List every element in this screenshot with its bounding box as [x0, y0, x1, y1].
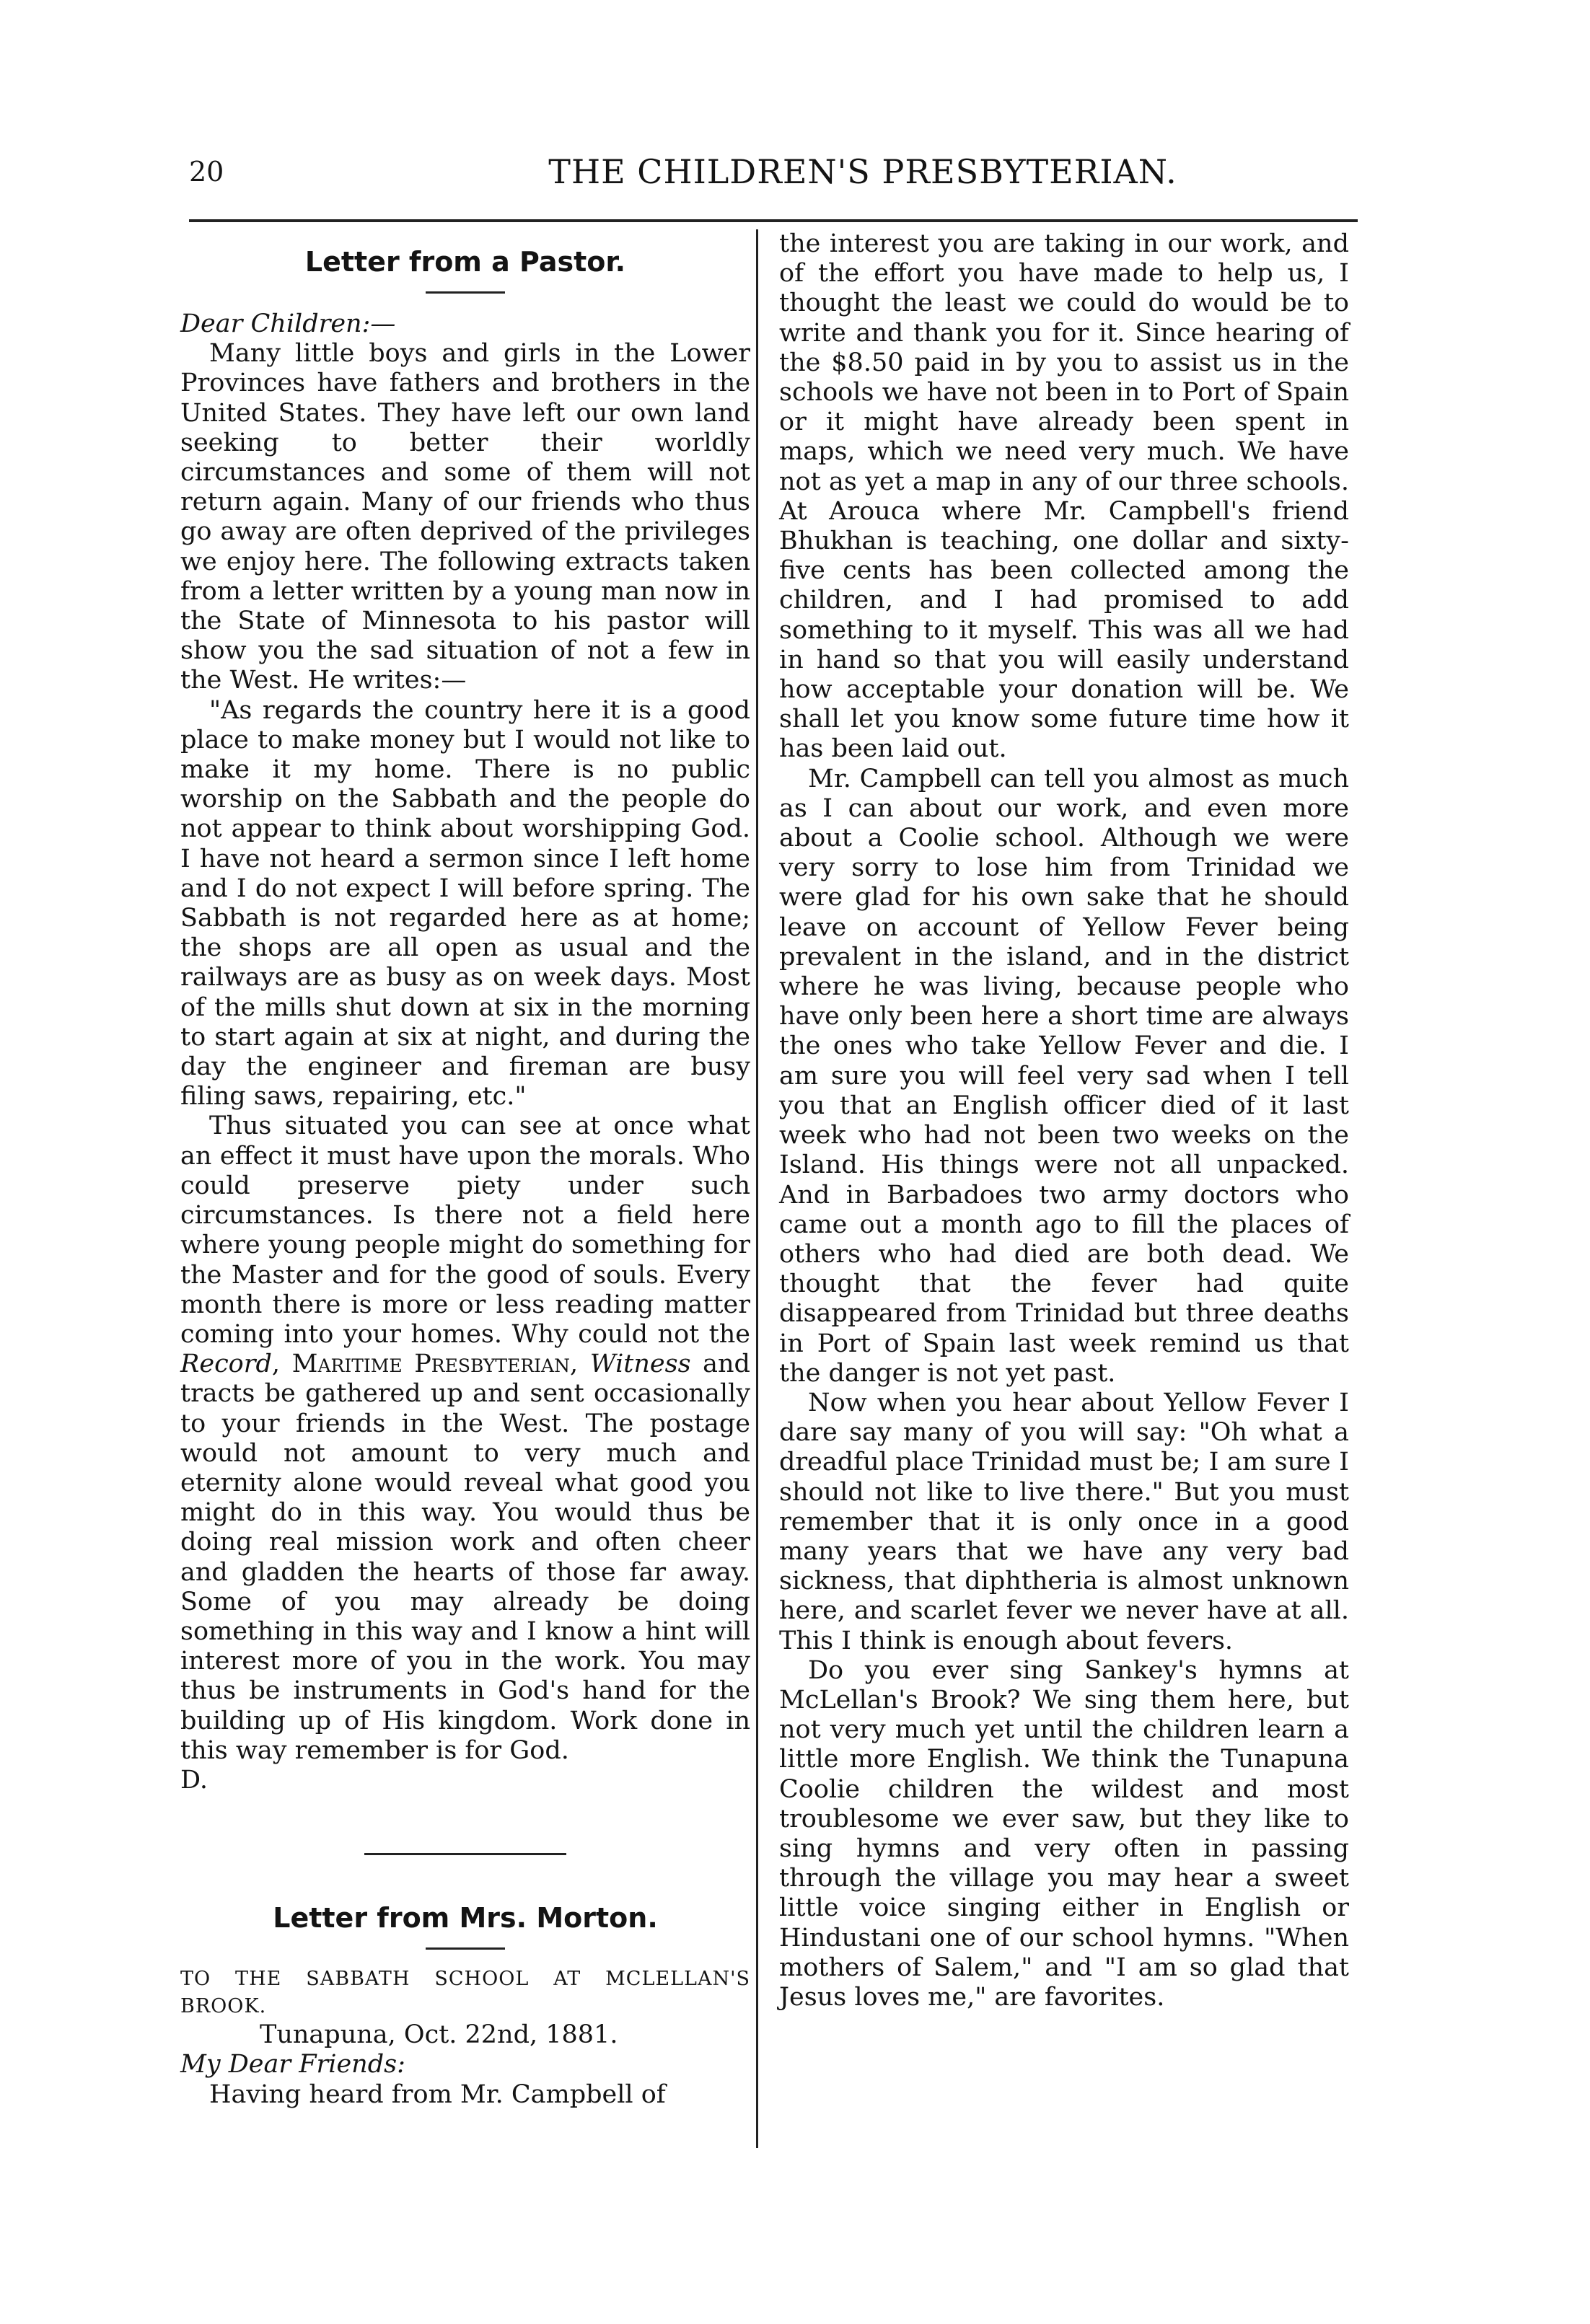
letter-address: TO THE SABBATH SCHOOL AT MCLELLAN'S BROOK.	[180, 1968, 750, 2018]
morton-salutation: My Dear Friends:	[180, 2050, 405, 2079]
morton-paragraph-3: Now when you hear about Yellow Fever I dare say many of you will say: "Oh what a dreadful place Trinidad must be; I am sure I should not like to live there." But you must remember that it is only once in a good many years that we have any very bad sickness, that diphtheria is almost unknown here, and scarlet fever we never have at all. This I think is enough about fevers.	[779, 1388, 1349, 1655]
title-rule	[426, 291, 505, 294]
maritime-presbyterian-title: Maritime Presbyterian	[291, 1350, 570, 1379]
pastor-letter-quote: "As regards the country here it is a good place to make money but I would not like to make it my home. There is no public worship on the Sabbath and the people do not appear to think about worshipping God. I have not heard a sermon since I left home and I do not expect I will before spring. The Sabbath is not regarded here as at home; the shops are all open as usual and the railways are as busy as on week days. Most of the mills shut down at six in the morning to start again at six at night, and during the day the engineer and fireman are busy filing saws, repairing, etc."	[180, 695, 750, 1112]
header-rule	[189, 219, 1358, 222]
pastor-p3-part-b: ,	[271, 1350, 292, 1379]
pastor-p3-part-d: and tracts be gathered up and sent occasionally to your friends in the West. The postage would not amount to very much and eternity alone would reveal what good you might do in this way. You would thus be doing real mission work and often cheer and gladden the hearts of those far away. Some of you may already be doing something in this way and I know a hint will interest more of you in the work. You may thus be instruments in God's hand for the building up of His kingdom. Work done in this way remember is for God.	[180, 1350, 750, 1765]
left-column	[180, 229, 750, 2110]
morton-paragraph-1-continued: the interest you are taking in our work, and of the effort you have made to help us, I thought the least we could do would be to write and thank you for it. Since hearing of the $8.50 paid in by you to assist us in the schools we have not been in to Port of Spain or it might have already been spent in maps, which we need very much. We have not as yet a map in any of our three schools. At Arouca where Mr. Campbell's friend Bhukhan is teaching, one dollar and sixty-five cents has been collected among the children, and I had promised to add something to it myself. This was all we had in hand so that you will easily understand how acceptable your donation will be. We shall let you know some future time how it has been laid out.	[779, 229, 1349, 764]
article-title-pastor: Letter from a Pastor.	[304, 246, 626, 278]
record-title: Record	[180, 1350, 272, 1379]
pastor-signature: D.	[180, 1765, 208, 1795]
morton-paragraph-1-start: Having heard from Mr. Campbell of	[209, 2079, 666, 2109]
article-separator-rule	[364, 1853, 566, 1855]
title-rule	[426, 1947, 505, 1950]
witness-title: Witness	[589, 1350, 691, 1379]
pastor-paragraph-3	[180, 1112, 750, 1765]
pastor-salutation: Dear Children:—	[180, 309, 396, 338]
article-title-morton: Letter from Mrs. Morton.	[273, 1902, 658, 1935]
journal-title: THE CHILDREN'S PRESBYTERIAN.	[548, 152, 1177, 191]
morton-paragraph-4: Do you ever sing Sankey's hymns at McLellan's Brook? We sing them here, but not very much yet until the children learn a little more English. We think the Tunapuna Coolie children the wildest and most troublesome we ever saw, but they like to sing hymns and very often in passing through the village you may hear a sweet little voice singing either in English or Hindustani one of our school hymns. "When mothers of Salem," and "I am so glad that Jesus loves me," are favorites.	[779, 1655, 1349, 2012]
letter-dateline: Tunapuna, Oct. 22nd, 1881.	[260, 2020, 618, 2050]
pastor-paragraph-1: Many little boys and girls in the Lower Provinces have fathers and brothers in the United States. They have left our own land seeking to better their worldly circumstances and some of them will not return again. Many of our friends who thus go away are often deprived of the privileges we enjoy here. The following extracts taken from a letter written by a young man now in the State of Minnesota to his pastor will show you the sad situation of not a few in the West. He writes:—	[180, 339, 750, 695]
page-header	[189, 151, 1358, 192]
right-column	[779, 229, 1349, 2012]
column-divider	[756, 229, 758, 2148]
pastor-p3-part-a: Thus situated you can see at once what an effect it must have upon the morals. Who could preserve piety under such circumstances. Is there not a field here where young people might do something for the Master and for the good of souls. Every month there is more or less reading matter coming into your homes. Why could not the	[180, 1112, 750, 1349]
pastor-p3-part-c: ,	[569, 1350, 590, 1379]
page-number: 20	[189, 156, 224, 188]
morton-paragraph-2: Mr. Campbell can tell you almost as much as I can about our work, and even more about a Coolie school. Although we were very sorry to lose him from Trinidad we were glad for his own sake that he should leave on account of Yellow Fever being prevalent in the island, and in the district where he was living, because people who have only been here a short time are always the ones who take Yellow Fever and die. I am sure you will feel very sad when I tell you that an English officer died of it last week who had not been two weeks on the Island. His things were not all unpacked. And in Barbadoes two army doctors who came out a month ago to fill the places of others who had died are both dead. We thought that the fever had quite disappeared from Trinidad but three deaths in Port of Spain last week remind us that the danger is not yet past.	[779, 764, 1349, 1388]
